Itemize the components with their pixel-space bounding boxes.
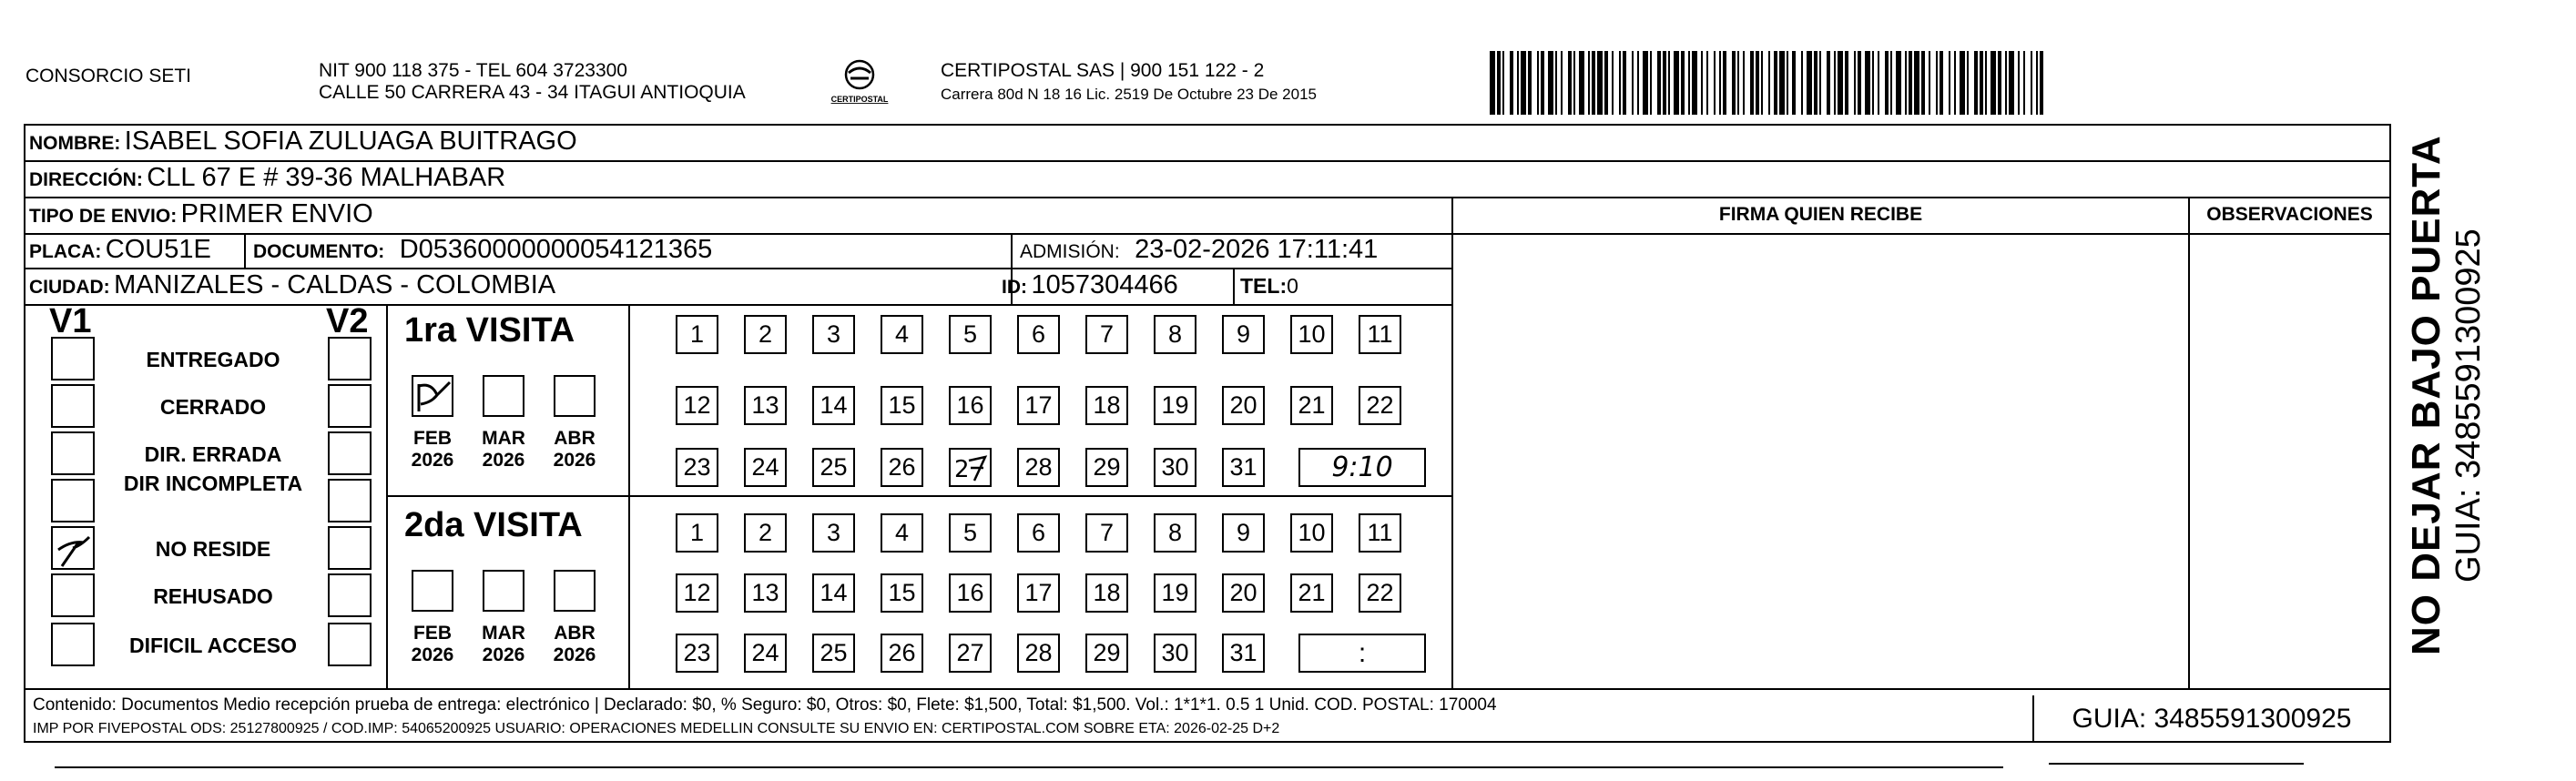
v2-checkbox[interactable] <box>328 479 372 522</box>
barcode-bar <box>1960 51 1965 115</box>
month-year: 2026 <box>482 450 525 471</box>
barcode-bar <box>1650 51 1652 115</box>
barcode-bar <box>1819 51 1821 115</box>
barcode-bar <box>1637 51 1639 115</box>
barcode-bar <box>1807 51 1812 115</box>
barcode-bar <box>1517 51 1519 115</box>
barcode-bar <box>1865 51 1870 115</box>
barcode-bar <box>1619 51 1621 115</box>
day-box[interactable]: 8 <box>1154 315 1196 354</box>
day-box[interactable]: 14 <box>812 573 855 613</box>
barcode-bar <box>1668 51 1670 115</box>
placa-label: PLACA: <box>29 241 102 262</box>
day-box[interactable]: 26 <box>881 634 923 673</box>
barcode-bar <box>1604 51 1608 115</box>
day-box[interactable]: 29 <box>1085 448 1128 487</box>
month-name: ABR <box>554 623 596 644</box>
day-box[interactable]: 9 <box>1222 513 1265 553</box>
direccion-row <box>29 163 505 193</box>
day-box[interactable]: 28 <box>1017 448 1060 487</box>
month-checkbox[interactable] <box>554 375 596 417</box>
barcode-bar <box>1723 51 1726 115</box>
day-box[interactable]: 19 <box>1154 386 1196 425</box>
day-box[interactable]: 25 <box>812 448 855 487</box>
barcode-bar <box>1890 51 1892 115</box>
barcode-bar <box>1878 51 1879 115</box>
day-box[interactable]: 2 <box>744 315 787 354</box>
barcode-bar <box>1541 51 1544 115</box>
month-year: 2026 <box>411 450 454 471</box>
barcode-bar <box>1858 51 1861 115</box>
day-box[interactable]: 31 <box>1222 448 1265 487</box>
barcode-bar <box>1688 51 1690 115</box>
day-box[interactable]: 20 <box>1222 386 1265 425</box>
placa-value: COU51E <box>105 235 211 264</box>
day-box[interactable]: 11 <box>1359 513 1401 553</box>
month-label <box>543 428 606 472</box>
barcode-bar <box>1991 51 1996 115</box>
barcode-bar <box>2005 51 2007 115</box>
v2-checkbox[interactable] <box>328 384 372 428</box>
barcode-bar <box>1510 51 1513 115</box>
barcode-bar <box>1949 51 1950 115</box>
nombre-value: ISABEL SOFIA ZULUAGA BUITRAGO <box>124 127 577 156</box>
day-box[interactable]: 1 <box>676 513 718 553</box>
barcode-bar <box>1573 51 1575 115</box>
tel-value: 0 <box>1287 274 1298 298</box>
nombre-label: NOMBRE: <box>29 133 121 154</box>
barcode-bar <box>1974 51 1978 115</box>
barcode-bar <box>1632 51 1634 115</box>
barcode-bar <box>1701 51 1703 115</box>
second-visit-title: 2da VISITA <box>404 506 583 544</box>
bottom-rule-right <box>2049 763 2304 765</box>
barcode-bar <box>1548 51 1553 115</box>
barcode-bar <box>2018 51 2020 115</box>
v1-checkbox[interactable] <box>51 623 95 666</box>
day-box[interactable]: 6 <box>1017 513 1060 553</box>
barcode-bar <box>1743 51 1745 115</box>
day-box[interactable]: 23 <box>676 448 718 487</box>
day-box[interactable]: 17 <box>1017 573 1060 613</box>
day-box[interactable]: 21 <box>1290 573 1333 613</box>
contenido-line: Contenido: Documentos Medio recepción prueba de entrega: electrónico | Declarado: $0, % Seguro: $0, Otros: $0, Flete: $1,500, Total: $1,500. Vol.: 1*1*1. 0.5 1 Unid. COD. POSTAL: 170004 <box>33 695 1497 715</box>
barcode-bar <box>1929 51 1930 115</box>
barcode-bar <box>1779 51 1785 115</box>
day-box[interactable]: 15 <box>881 573 923 613</box>
status-label: CERRADO <box>159 395 267 419</box>
barcode-bar <box>1588 51 1590 115</box>
status-label: NO RESIDE <box>155 537 271 561</box>
bottom-rule <box>55 766 2003 768</box>
barcode-bar <box>1592 51 1595 115</box>
barcode-bar <box>1612 51 1614 115</box>
check-mark-icon <box>413 377 455 419</box>
address-line: CALLE 50 CARRERA 43 - 34 ITAGUI ANTIOQUIA <box>319 82 746 103</box>
id-value: 1057304466 <box>1031 270 1178 299</box>
barcode-bar <box>1568 51 1572 115</box>
certipostal-logo <box>821 56 898 109</box>
status-label: REHUSADO <box>153 584 273 608</box>
v1-label: V1 <box>49 302 92 340</box>
barcode-bar <box>1561 51 1563 115</box>
day-box[interactable]: 23 <box>676 634 718 673</box>
company-info <box>319 60 746 104</box>
barcode-bar <box>1940 51 1943 115</box>
v1-checkbox[interactable] <box>51 573 95 617</box>
day-box[interactable]: 31 <box>1222 634 1265 673</box>
v1-checkbox[interactable] <box>51 479 95 522</box>
day-box[interactable]: 18 <box>1085 573 1128 613</box>
check-mark-icon <box>53 528 97 572</box>
day-box[interactable]: 5 <box>949 513 992 553</box>
v2-checkbox[interactable] <box>328 337 372 380</box>
license-line: Carrera 80d N 18 16 Lic. 2519 De Octubre 23 De 2015 <box>941 86 1317 103</box>
barcode-bar <box>1643 51 1648 115</box>
day-box[interactable]: 14 <box>812 386 855 425</box>
barcode-bar <box>1537 51 1539 115</box>
barcode-bar <box>1936 51 1938 115</box>
month-year: 2026 <box>553 450 596 471</box>
v1-checkbox[interactable] <box>51 431 95 475</box>
month-checkbox[interactable] <box>483 570 524 612</box>
barcode-bar <box>1921 51 1925 115</box>
day-box[interactable]: 5 <box>949 315 992 354</box>
first-visit-time[interactable]: 9:10 <box>1298 448 1426 487</box>
day-box[interactable]: 17 <box>1017 386 1060 425</box>
day-box[interactable]: 7 <box>1085 315 1128 354</box>
no-dejar-title: NO DEJAR BAJO PUERTA <box>2404 135 2449 655</box>
month-checkbox[interactable] <box>554 570 596 612</box>
barcode-bar <box>1792 51 1796 115</box>
id-label: ID: <box>1002 277 1027 298</box>
svg-text:2: 2 <box>954 456 970 483</box>
month-checkbox[interactable] <box>412 375 453 417</box>
direccion-value: CLL 67 E # 39-36 MALHABAR <box>147 163 506 192</box>
month-name: FEB <box>413 623 452 644</box>
month-label <box>401 428 464 472</box>
month-year: 2026 <box>482 644 525 665</box>
day-box[interactable]: 28 <box>1017 634 1060 673</box>
side-guia: GUIA: 3485591300925 <box>2449 228 2488 583</box>
documento-value: D05360000000054121365 <box>399 235 713 264</box>
ciudad-value: MANIZALES - CALDAS - COLOMBIA <box>114 270 556 299</box>
ciudad-label: CIUDAD: <box>29 277 110 298</box>
carrier-info <box>941 60 1317 104</box>
barcode <box>1490 51 2047 115</box>
documento-field <box>253 235 712 265</box>
day-box[interactable]: 10 <box>1290 315 1333 354</box>
barcode-bar <box>1872 51 1874 115</box>
day-box[interactable]: 4 <box>881 513 923 553</box>
month-name: ABR <box>554 428 596 449</box>
barcode-bar <box>1761 51 1763 115</box>
barcode-bar <box>1885 51 1889 115</box>
day-box[interactable]: 24 <box>744 448 787 487</box>
barcode-bar <box>1597 51 1603 115</box>
tipo-row <box>29 199 373 229</box>
v2-checkbox[interactable] <box>328 623 372 666</box>
day-box[interactable]: 16 <box>949 573 992 613</box>
barcode-bar <box>1579 51 1584 115</box>
barcode-bar <box>1737 51 1739 115</box>
barcode-bar <box>1834 51 1836 115</box>
tel-label: TEL: <box>1240 274 1288 298</box>
day-box[interactable]: 24 <box>744 634 787 673</box>
first-visit-title: 1ra VISITA <box>404 311 575 350</box>
day-box[interactable]: 12 <box>676 573 718 613</box>
v2-checkbox[interactable] <box>328 526 372 570</box>
day-box[interactable]: 3 <box>812 513 855 553</box>
day-box[interactable]: 2 <box>744 513 787 553</box>
day-box[interactable]: 13 <box>744 386 787 425</box>
barcode-bar <box>1768 51 1770 115</box>
day-box[interactable]: 12 <box>676 386 718 425</box>
tipo-label: TIPO DE ENVIO: <box>29 206 178 227</box>
company-name: CONSORCIO SETI <box>25 66 192 86</box>
day-box[interactable]: 15 <box>881 386 923 425</box>
barcode-bar <box>2031 51 2032 115</box>
day-box-marked[interactable] <box>949 448 992 487</box>
observaciones-header: OBSERVACIONES <box>2206 204 2373 225</box>
placa-field <box>29 235 211 265</box>
barcode-bar <box>1814 51 1817 115</box>
month-label <box>472 623 535 666</box>
status-label: DIFICIL ACCESO <box>128 634 297 657</box>
barcode-bar <box>1838 51 1843 115</box>
day-box[interactable]: 6 <box>1017 315 1060 354</box>
id-field <box>1002 270 1178 300</box>
ciudad-field <box>29 270 555 300</box>
barcode-bar <box>1954 51 1956 115</box>
nombre-row <box>29 127 577 157</box>
day-box[interactable]: 3 <box>812 315 855 354</box>
month-label <box>472 428 535 472</box>
barcode-bar <box>1967 51 1969 115</box>
barcode-bar <box>1497 51 1501 115</box>
barcode-bar <box>1787 51 1788 115</box>
admision-field <box>1020 235 1378 265</box>
day-box[interactable]: 8 <box>1154 513 1196 553</box>
day-box[interactable]: 21 <box>1290 386 1333 425</box>
month-year: 2026 <box>553 644 596 665</box>
admision-label: ADMISIÓN: <box>1020 241 1120 262</box>
barcode-bar <box>1756 51 1759 115</box>
barcode-bar <box>1827 51 1830 115</box>
barcode-bar <box>1521 51 1526 115</box>
barcode-bar <box>1623 51 1626 115</box>
month-name: MAR <box>482 428 525 449</box>
barcode-bar <box>1706 51 1708 115</box>
barcode-bar <box>1750 51 1754 115</box>
day-box[interactable]: 16 <box>949 386 992 425</box>
barcode-bar <box>2009 51 2014 115</box>
day-box[interactable]: 18 <box>1085 386 1128 425</box>
barcode-bar <box>1502 51 1504 115</box>
month-label <box>543 623 606 666</box>
carrier-line: CERTIPOSTAL SAS | 900 151 122 - 2 <box>941 60 1265 81</box>
v2-checkbox[interactable] <box>328 431 372 475</box>
direccion-label: DIRECCIÓN: <box>29 169 143 190</box>
v2-label: V2 <box>326 302 369 340</box>
barcode-bar <box>1914 51 1919 115</box>
admision-value: 23-02-2026 17:11:41 <box>1135 235 1379 264</box>
tipo-value: PRIMER ENVIO <box>180 199 373 228</box>
v2-checkbox[interactable] <box>328 573 372 617</box>
documento-label: DOCUMENTO: <box>253 241 385 262</box>
barcode-bar <box>1854 51 1856 115</box>
status-label: DIR. ERRADA <box>144 442 282 466</box>
barcode-bar <box>1774 51 1777 115</box>
day-box[interactable]: 1 <box>676 315 718 354</box>
check-mark-icon <box>951 450 990 485</box>
barcode-bar <box>1555 51 1557 115</box>
second-visit-time[interactable]: : <box>1298 634 1426 673</box>
day-box[interactable]: 26 <box>881 448 923 487</box>
status-label: DIR INCOMPLETA <box>123 472 303 495</box>
status-label: ENTREGADO <box>146 348 280 371</box>
barcode-bar <box>1909 51 1912 115</box>
footer-guia: GUIA: 3485591300925 <box>2032 695 2389 743</box>
day-box[interactable]: 9 <box>1222 315 1265 354</box>
barcode-bar <box>1674 51 1679 115</box>
nit-line: NIT 900 118 375 - TEL 604 3723300 <box>319 60 627 81</box>
barcode-bar <box>1998 51 2001 115</box>
day-box[interactable]: 7 <box>1085 513 1128 553</box>
day-box[interactable]: 4 <box>881 315 923 354</box>
barcode-bar <box>2023 51 2025 115</box>
day-box[interactable]: 22 <box>1359 386 1401 425</box>
tel-field <box>1240 274 1298 299</box>
barcode-bar <box>2036 51 2038 115</box>
logo-caption: CERTIPOSTAL <box>830 95 889 104</box>
day-box[interactable]: 11 <box>1359 315 1401 354</box>
day-box[interactable]: 22 <box>1359 573 1401 613</box>
month-name: MAR <box>482 623 525 644</box>
barcode-bar <box>1681 51 1685 115</box>
barcode-bar <box>1732 51 1736 115</box>
month-year: 2026 <box>411 644 454 665</box>
day-box[interactable]: 30 <box>1154 634 1196 673</box>
month-checkbox[interactable] <box>483 375 524 417</box>
firma-header: FIRMA QUIEN RECIBE <box>1718 204 1923 225</box>
day-box[interactable]: 10 <box>1290 513 1333 553</box>
day-box[interactable]: 27 <box>949 634 992 673</box>
day-box[interactable]: 30 <box>1154 448 1196 487</box>
barcode-bar <box>1845 51 1848 115</box>
day-box[interactable]: 20 <box>1222 573 1265 613</box>
barcode-bar <box>1980 51 1983 115</box>
barcode-bar <box>2040 51 2043 115</box>
day-box[interactable]: 29 <box>1085 634 1128 673</box>
barcode-bar <box>1905 51 1907 115</box>
barcode-bar <box>1719 51 1721 115</box>
barcode-bar <box>1692 51 1697 115</box>
day-box[interactable]: 25 <box>812 634 855 673</box>
day-box[interactable]: 13 <box>744 573 787 613</box>
barcode-bar <box>1657 51 1661 115</box>
month-label <box>401 623 464 666</box>
imp-line: IMP POR FIVEPOSTAL ODS: 25127800925 / COD.IMP: 54065200925 USUARIO: OPERACIONES MEDELLIN CONSULTE SU ENVIO EN: CERTIPOSTAL.COM SOBRE ETA: 2026-02-25 D+2 <box>33 721 1280 736</box>
month-checkbox[interactable] <box>412 570 453 612</box>
barcode-bar <box>1985 51 1987 115</box>
month-name: FEB <box>413 428 452 449</box>
day-box[interactable]: 19 <box>1154 573 1196 613</box>
v1-checkbox[interactable] <box>51 337 95 380</box>
barcode-bar <box>1714 51 1716 115</box>
side-guia-wrap <box>2449 146 2495 583</box>
barcode-bar <box>1528 51 1532 115</box>
barcode-bar <box>1663 51 1666 115</box>
v1-checkbox[interactable] <box>51 384 95 428</box>
v1-checkbox[interactable] <box>51 526 95 570</box>
barcode-bar <box>1490 51 1495 115</box>
barcode-bar <box>1801 51 1803 115</box>
barcode-bar <box>1896 51 1901 115</box>
